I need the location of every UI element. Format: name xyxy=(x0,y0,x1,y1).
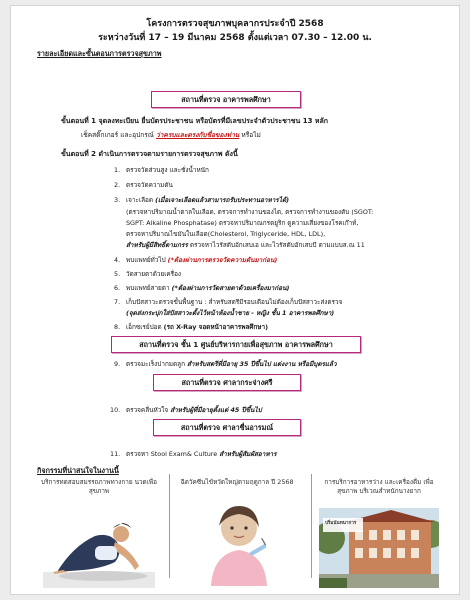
item-text: SGPT: Alkaline Phosphatase) ตรวจหาปริมาณกรดยูริก ดูความเสี่ยงของโรคเก๊าท์, xyxy=(126,219,359,227)
step-1-sub-suffix: หรือไม่ xyxy=(239,131,261,139)
item-text: เจาะเลือด xyxy=(126,196,156,204)
station-2-box: สถานที่ตรวจ ชั้น 1 ศูนย์บริหารกายเพื่อสุขภาพ อาคารพลศึกษา xyxy=(111,336,361,353)
list-item xyxy=(114,284,289,292)
activity-card-caption: บริการทดสอบสมรรถภาพทางกาย นวดเพื่อสุขภาพ xyxy=(41,478,157,495)
station-3-box: สถานที่ตรวจ ศาลากระจ่างศรี xyxy=(153,374,301,391)
document-page xyxy=(10,5,460,595)
vaccine-image xyxy=(205,500,273,586)
card-divider xyxy=(311,474,312,578)
station-4-box: สถานที่ตรวจ ศาลาชื่นอารมณ์ xyxy=(153,419,301,436)
item-emph: สำหรับผู้ที่มีอายุตั้งแต่ 45 ปีขึ้นไป xyxy=(170,406,262,414)
item-text: พบแพทย์สายตา xyxy=(126,284,172,292)
building-image xyxy=(319,508,439,588)
activity-card-caption: ฉีดวัคซีนไข้หวัดใหญ่ตามฤดูกาล ปี 2568 xyxy=(180,478,294,486)
item-text: ตรวจวัดส่วนสูง และชั่งน้ำหนัก xyxy=(126,166,209,174)
list-item xyxy=(114,360,337,368)
activity-card-snacks xyxy=(317,478,441,588)
station-main-box: สถานที่ตรวจ อาคารพลศึกษา xyxy=(151,91,301,108)
item-number: 8. xyxy=(114,323,121,331)
step-1-sub-prefix: เช็คสติ๊กเกอร์ และอุปกรณ์ xyxy=(81,131,157,139)
list-item xyxy=(114,196,289,204)
item-text: ตรวจหาปริมาณไขมันในเลือด(Cholesterol, Triglyceride, HDL, LDL), xyxy=(126,230,326,238)
item-text: พบแพทย์ทั่วไป xyxy=(126,256,168,264)
item-text: เก็บปัสสาวะตรวจขั้นพื้นฐาน : สำหรับสตรีมีรอบเดือนไม่ต้องเก็บปัสสาวะส่งตรวจ xyxy=(126,298,343,306)
list-item xyxy=(110,450,277,458)
list-item xyxy=(114,270,181,278)
item-number: 3. xyxy=(114,196,121,204)
list-item xyxy=(114,181,173,189)
item-text: ตรวจหาไวรัสตับอักเสบเอ และไวรัสตับอักเสบบี ตามแบบส.ณ 11 xyxy=(187,241,365,249)
document-title: โครงการตรวจสุขภาพบุคลากรประจำปี 2568 xyxy=(146,19,324,29)
item-emph: (*ต้องผ่านการตรวจวัดความดันมาก่อน) xyxy=(167,256,278,264)
list-item xyxy=(114,166,209,174)
details-heading: รายละเอียดและขั้นตอนการตรวจสุขภาพ xyxy=(37,49,162,58)
item-text: วัดสายตาด้วยเครื่อง xyxy=(126,270,182,278)
list-item xyxy=(126,309,334,317)
item-number: 4. xyxy=(114,256,121,264)
item-text: ตรวจคลื่นหัวใจ xyxy=(126,406,171,414)
list-item xyxy=(110,406,262,414)
item-text: ตรวจวัดความดัน xyxy=(126,181,173,189)
item-text: ตรวจหา Stool Exam& Culture xyxy=(126,450,220,458)
item-number: 11. xyxy=(110,450,121,458)
card-divider xyxy=(169,474,170,578)
item-emph: (*ต้องผ่านการวัดสายตาด้วยเครื่องมาก่อน) xyxy=(171,284,290,292)
activities-heading: กิจกรรมที่น่าสนใจในงานนี้ xyxy=(37,466,119,475)
list-item xyxy=(126,230,325,238)
list-item xyxy=(126,219,358,227)
item-number: 2. xyxy=(114,181,121,189)
item-text: (ตรวจหาปริมาณน้ำตาลในเลือด, ตรวจการทำงานของไต, ตรวจการทำงานของตับ (SGOT: xyxy=(126,208,374,216)
list-item xyxy=(114,323,268,331)
step-1: ขั้นตอนที่ 1 จุดลงทะเบียน ยื่นบัตรประชาชน หรือบัตรที่มีเลขประจำตัวประชาชน 13 หลัก xyxy=(61,117,329,125)
item-emph: สำหรับสตรีที่มีอายุ 35 ปีขึ้นไป แต่งงาน หรือมีบุตรแล้ว xyxy=(187,360,337,368)
item-number: 10. xyxy=(110,406,121,414)
item-number: 9. xyxy=(114,360,121,368)
list-item xyxy=(126,241,365,249)
item-number: 5. xyxy=(114,270,121,278)
building-sign-text: ปริ่มนันทนาการ xyxy=(325,521,357,526)
step-1-sub-emph: ว่าครบและตรงกับชื่อของท่าน xyxy=(156,131,240,139)
item-emph: (จุดส่งกระปุกใส่ปัสสาวะตั้งไว้หน้าห้องน้ำชาย - หญิง ชั้น 1 อาคารพลศึกษา) xyxy=(126,309,335,317)
item-emph: (รถ X-Ray จอดหน้าอาคารพลศึกษา) xyxy=(163,323,269,331)
step-1-sub xyxy=(81,129,261,140)
item-number: 1. xyxy=(114,166,121,174)
item-emph: สำหรับผู้สัมผัสอาหาร xyxy=(219,450,277,458)
vaccine-illustration xyxy=(205,500,273,586)
item-number: 6. xyxy=(114,284,121,292)
item-emph: (เมื่อเจาะเลือดแล้วสามารถรับประทานอาหารได้) xyxy=(155,196,290,204)
yoga-stretch-illustration xyxy=(43,506,155,588)
document-date-line: ระหว่างวันที่ 17 – 19 มีนาคม 2568 ตั้งแต่เวลา 07.30 – 12.00 น. xyxy=(98,33,372,43)
yoga-stretch-image xyxy=(43,506,155,588)
activity-card-fitness xyxy=(37,478,161,588)
activity-card-vaccine xyxy=(175,478,299,588)
activity-card-caption: การบริการอาหารว่าง และเครื่องดื่ม เพื่อสุขภาพ บริเวณสำหนักนางยาก xyxy=(324,478,434,495)
item-text: เอ็กซเรย์ปอด xyxy=(126,323,164,331)
item-emph: สำหรับผู้มีสิทธิ์ตามกรร xyxy=(126,241,188,249)
step-2: ขั้นตอนที่ 2 ดำเนินการตรวจตามรายการตรวจสุขภาพ ดังนี้ xyxy=(61,150,238,158)
list-item xyxy=(114,298,342,306)
item-number: 7. xyxy=(114,298,121,306)
item-text: ตรวจมะเร็งปากมดลูก xyxy=(126,360,187,368)
list-item xyxy=(126,208,373,216)
list-item xyxy=(114,256,277,264)
